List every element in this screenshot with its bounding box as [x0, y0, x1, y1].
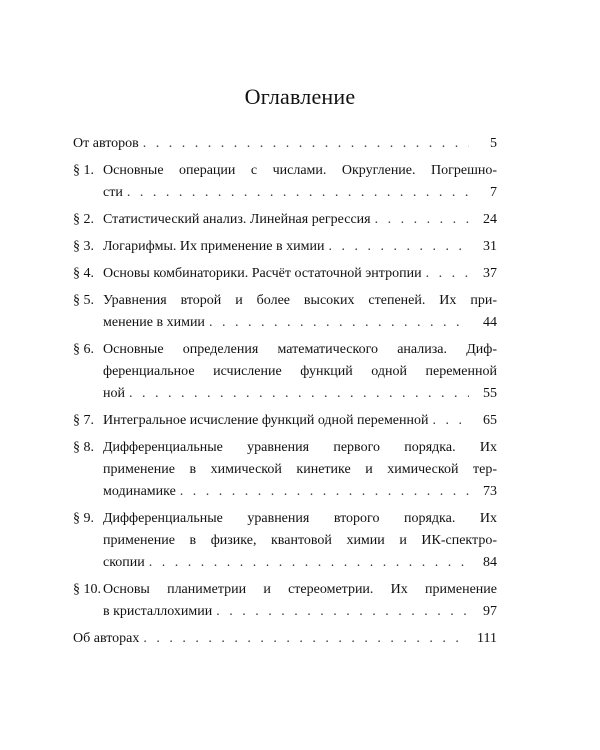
toc-section-number: § 5.: [73, 293, 94, 308]
toc-entry[interactable]: [73, 508, 497, 574]
toc-entry-text: применение в физике, квантовой химии и ИК-спектро-: [103, 533, 497, 548]
toc-entry-text: Дифференциальные уравнения второго порядка. Их: [103, 511, 497, 526]
toc-leader-dots: [209, 312, 469, 334]
toc-entry[interactable]: [73, 628, 497, 650]
toc-page-number: 65: [483, 413, 497, 428]
toc-entry[interactable]: [73, 290, 497, 334]
toc-entry-line: [73, 339, 497, 361]
toc-entry-line: [73, 410, 497, 432]
toc-page-number: 37: [483, 266, 497, 281]
toc-entry-text: Уравнения второй и более высоких степеней. Их при-: [103, 293, 497, 308]
toc-leader-dots: [143, 628, 469, 650]
toc-leader-dots: [328, 236, 469, 258]
toc-leader-dots: [127, 182, 469, 204]
toc-entry[interactable]: [73, 209, 497, 231]
toc-page-number: 73: [483, 484, 497, 499]
toc-section-number: § 7.: [73, 413, 94, 428]
toc-entry-line: [73, 361, 497, 383]
toc-entry-line: [73, 263, 497, 285]
toc-entry-text: применение в химической кинетике и химической тер-: [103, 462, 497, 477]
toc-entry[interactable]: [73, 339, 497, 405]
toc-entry-line: [73, 530, 497, 552]
toc-section-number: § 6.: [73, 342, 94, 357]
toc-leader-dots: [143, 133, 469, 155]
toc-entry-line: [73, 628, 497, 650]
toc-entry-line: [73, 236, 497, 258]
toc-page-number: 84: [483, 555, 497, 570]
toc-entry-text: Логарифмы. Их применение в химии: [103, 239, 325, 254]
toc-entry-text: Основные операции с числами. Округление. Погрешно-: [103, 163, 497, 178]
toc-page-number: 24: [483, 212, 497, 227]
toc-entry-text: ференциальное исчисление функций одной переменной: [103, 364, 497, 379]
toc-entry-line: [73, 552, 497, 574]
toc-page-number: 111: [477, 631, 497, 646]
toc-entry-text: Основы планиметрии и стереометрии. Их применение: [103, 582, 497, 597]
toc-section-number: § 2.: [73, 212, 94, 227]
toc-entry-line: [73, 312, 497, 334]
toc-leader-dots: [180, 481, 469, 503]
toc-entry[interactable]: [73, 579, 497, 623]
toc-entry[interactable]: [73, 410, 497, 432]
toc-page-number: 7: [490, 185, 497, 200]
toc-entry[interactable]: [73, 236, 497, 258]
toc-entry-text: Основы комбинаторики. Расчёт остаточной энтропии: [103, 266, 422, 281]
toc-leader-dots: [129, 383, 469, 405]
toc-entry-text: модинамике: [103, 484, 176, 499]
toc-entry[interactable]: [73, 437, 497, 503]
toc-entry-line: [73, 579, 497, 601]
table-of-contents: [73, 133, 497, 655]
toc-entry-line: [73, 209, 497, 231]
toc-section-number: § 4.: [73, 266, 94, 281]
toc-leader-dots: [149, 552, 469, 574]
page-title: Оглавление: [244, 84, 356, 109]
toc-section-number: § 9.: [73, 511, 94, 526]
toc-page-number: 31: [483, 239, 497, 254]
toc-page-number: 97: [483, 604, 497, 619]
toc-leader-dots: [216, 601, 469, 623]
toc-entry-line: [73, 481, 497, 503]
toc-entry-line: [73, 383, 497, 405]
toc-entry-text: ной: [103, 386, 125, 401]
toc-section-number: § 10.: [73, 582, 101, 597]
toc-entry-line: [73, 290, 497, 312]
toc-leader-dots: [375, 209, 469, 231]
toc-entry-text: сти: [103, 185, 123, 200]
toc-section-number: § 8.: [73, 440, 94, 455]
toc-entry-line: [73, 182, 497, 204]
toc-leader-dots: [433, 410, 470, 432]
toc-entry-line: [73, 437, 497, 459]
toc-section-number: § 1.: [73, 163, 94, 178]
toc-entry-text: Интегральное исчисление функций одной переменной: [103, 413, 429, 428]
toc-entry-text: менение в химии: [103, 315, 205, 330]
toc-leader-dots: [426, 263, 469, 285]
toc-entry-text: Основные определения математического анализа. Диф-: [103, 342, 497, 357]
toc-entry-line: [73, 160, 497, 182]
toc-entry-text: Статистический анализ. Линейная регрессия: [103, 212, 371, 227]
toc-entry-text: Об авторах: [73, 631, 140, 646]
toc-page-number: 55: [483, 386, 497, 401]
toc-entry-text: скопии: [103, 555, 145, 570]
toc-entry-text: в кристаллохимии: [103, 604, 213, 619]
toc-entry-line: [73, 133, 497, 155]
toc-page-number: 44: [483, 315, 497, 330]
toc-entry-line: [73, 601, 497, 623]
toc-page-number: 5: [490, 136, 497, 151]
toc-section-number: § 3.: [73, 239, 94, 254]
toc-entry-text: Дифференциальные уравнения первого порядка. Их: [103, 440, 497, 455]
toc-entry-line: [73, 508, 497, 530]
toc-entry[interactable]: [73, 133, 497, 155]
toc-entry-text: От авторов: [73, 136, 139, 151]
toc-entry-line: [73, 459, 497, 481]
toc-entry[interactable]: [73, 160, 497, 204]
toc-entry[interactable]: [73, 263, 497, 285]
